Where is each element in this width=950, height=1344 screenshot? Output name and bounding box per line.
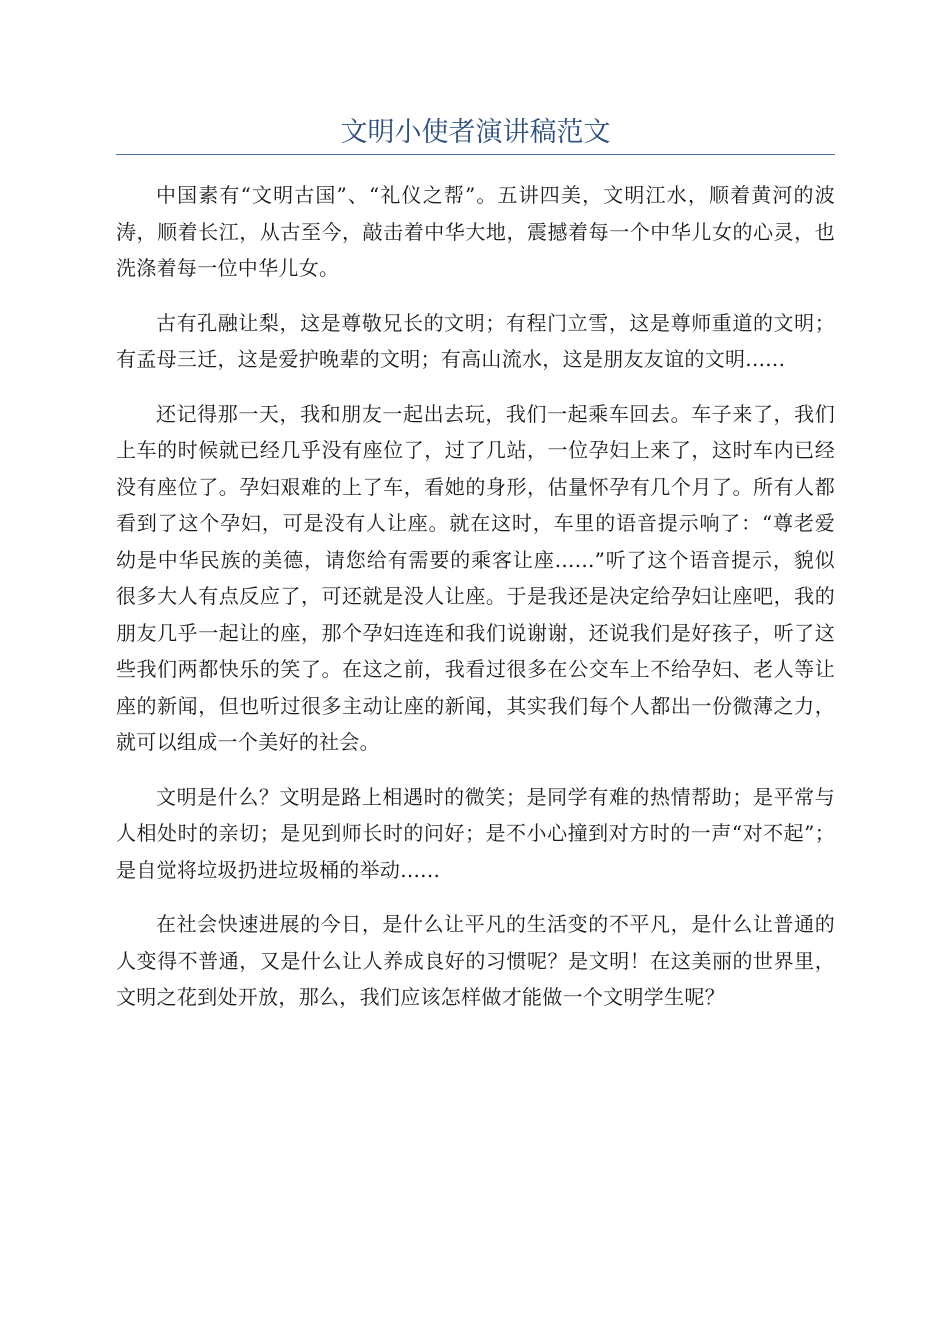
paragraph-2: 古有孔融让梨，这是尊敬兄长的文明；有程门立雪，这是尊师重道的文明；有孟母三迁，这是爱护晚辈的文明；有高山流水，这是朋友友谊的文明......: [116, 310, 835, 371]
title-underline: [116, 154, 835, 155]
paragraph-3: 还记得那一天，我和朋友一起出去玩，我们一起乘车回去。车子来了，我们上车的时候就已经几乎没有座位了，过了几站，一位孕妇上来了，这时车内已经没有座位了。孕妇艰难的上了车，看她的身形，估量怀孕有几个月了。所有人都看到了这个孕妇，可是没有人让座。就在这时，车里的语音提示响了：“尊老爱幼是中华民族的美德，请您给有需要的乘客让座......”听了这个语音提示，貌似很多大人有点反应了，可还就是没人让座。于是我还是决定给孕妇让座吧，我的朋友几乎一起让的座，那个孕妇连连和我们说谢谢，还说我们是好孩子，听了这些我们两都快乐的笑了。在这之前，我看过很多在公交车上不给孕妇、老人等让座的新闻，但也听过很多主动让座的新闻，其实我们每个人都出一份微薄之力，就可以组成一个美好的社会。: [116, 401, 835, 754]
paragraph-4: 文明是什么？文明是路上相遇时的微笑；是同学有难的热情帮助；是平常与人相处时的亲切；是见到师长时的问好；是不小心撞到对方时的一声“对不起”；是自觉将垃圾扔进垃圾桶的举动......: [116, 784, 835, 882]
page-title: 文明小使者演讲稿范文: [340, 117, 611, 148]
paragraph-1: 中国素有“文明古国”、“礼仪之帮”。五讲四美，文明江水，顺着黄河的波涛，顺着长江，从古至今，敲击着中华大地，震撼着每一个中华儿女的心灵，也洗涤着每一位中华儿女。: [116, 183, 835, 280]
paragraph-5: 在社会快速进展的今日，是什么让平凡的生活变的不平凡，是什么让普通的人变得不普通，又是什么让人养成良好的习惯呢？是文明！在这美丽的世界里，文明之花到处开放，那么，我们应该怎样做才能做一个文明学生呢？: [116, 912, 835, 1009]
document-body: [116, 177, 835, 1034]
